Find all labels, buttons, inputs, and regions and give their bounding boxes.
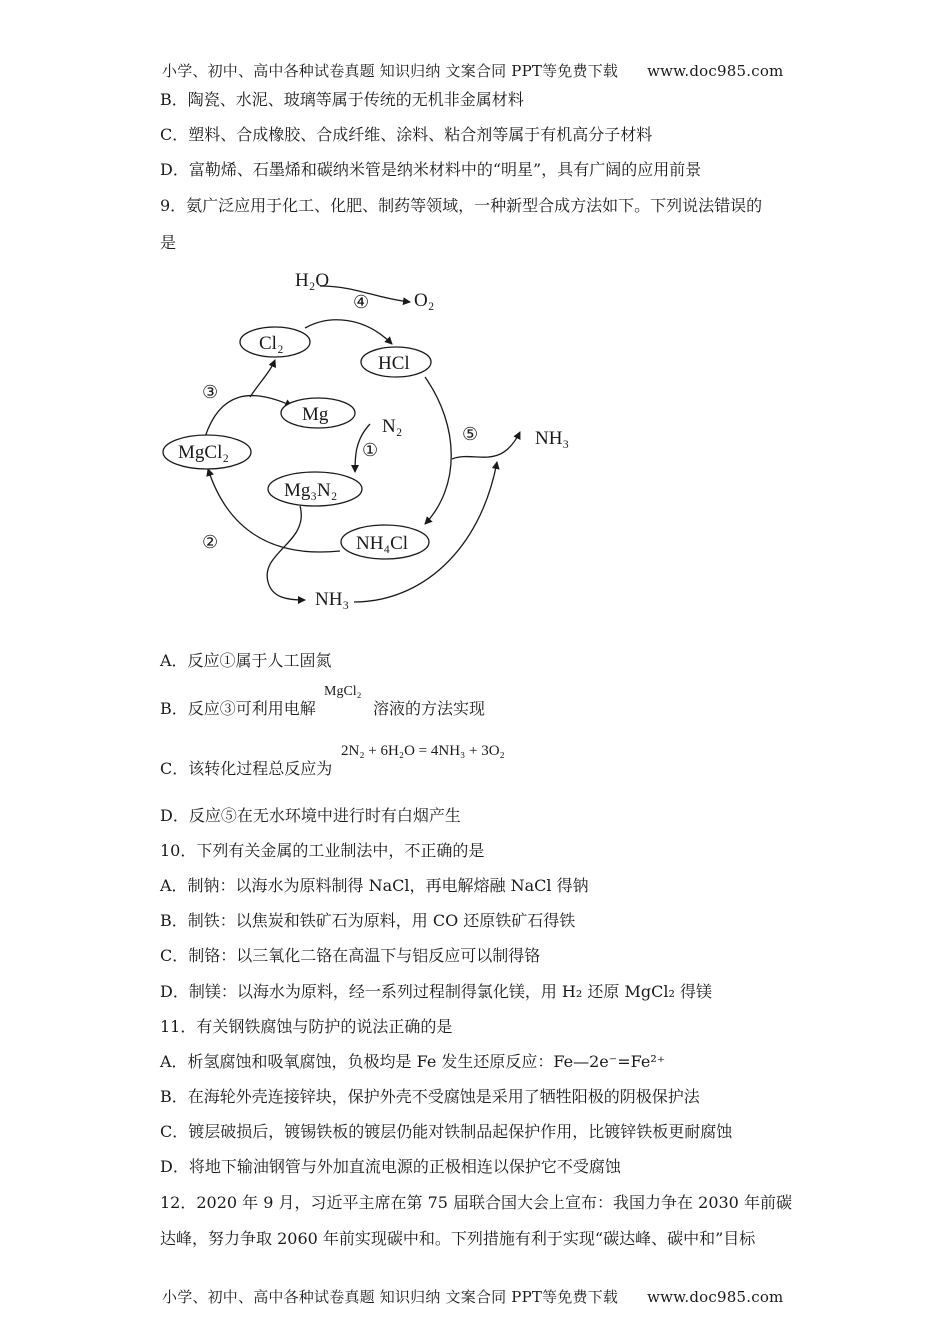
mg-label: Mg — [302, 404, 329, 425]
arrow-hcl-to-nh4cl — [425, 377, 451, 524]
q10-option-a: A．制钠：以海水为原料制得 NaCl，再电解熔融 NaCl 得钠 — [160, 876, 589, 895]
step-3-label: ③ — [202, 382, 219, 402]
header-url[interactable]: www.doc985.com — [647, 62, 784, 80]
q9-option-d: D．反应⑤在无水环境中进行时有白烟产生 — [160, 806, 461, 825]
step-4-label: ④ — [353, 292, 370, 312]
header-text: 小学、初中、高中各种试卷真题 知识归纳 文案合同 PPT等免费下载 — [162, 62, 619, 80]
q10-option-b: B．制铁：以焦炭和铁矿石为原料，用 CO 还原铁矿石得铁 — [160, 911, 576, 930]
footer-url[interactable]: www.doc985.com — [647, 1288, 784, 1306]
step-2-label: ② — [202, 532, 219, 552]
q10-stem: 10．下列有关金属的工业制法中，不正确的是 — [160, 841, 485, 860]
h2o-label: H₂O — [295, 270, 330, 291]
ammonia-synthesis-cycle-diagram — [160, 262, 600, 622]
arrow-mgcl2-to-cl2 — [250, 360, 275, 397]
q12-stem-line1: 12．2020 年 9 月，习近平主席在第 75 届联合国大会上宣布：我国力争在 2030 年前碳 — [160, 1193, 792, 1212]
n2-label: N₂ — [382, 416, 403, 437]
q9-option-c-formula: 2N₂ + 6H₂O = 4NH₃ + 3O₂ — [341, 743, 505, 759]
q11-option-c: C．镀层破损后，镀锡铁板的镀层仍能对铁制品起保护作用，比镀锌铁板更耐腐蚀 — [160, 1122, 733, 1141]
cl2-label: Cl₂ — [259, 333, 284, 354]
page-footer — [162, 1286, 783, 1307]
mg3n2-label: Mg₃N₂ — [284, 480, 338, 501]
q11-option-b: B．在海轮外壳连接锌块，保护外壳不受腐蚀是采用了牺牲阳极的阴极保护法 — [160, 1087, 700, 1106]
arrow-cl2-to-hcl — [305, 320, 392, 344]
page-header — [162, 60, 783, 81]
q11-option-d: D．将地下输油钢管与外加直流电源的正极相连以保护它不受腐蚀 — [160, 1157, 621, 1176]
q8-option-d: D．富勒烯、石墨烯和碳纳米管是纳米材料中的“明星”，具有广阔的应用前景 — [160, 160, 702, 179]
q9-option-b-suffix: 溶液的方法实现 — [373, 699, 486, 718]
nh3-bottom-label: NH₃ — [315, 589, 350, 610]
q9-option-b-prefix: B．反应③可利用电解 — [160, 699, 316, 718]
nh4cl-label: NH₄Cl — [356, 533, 409, 554]
q9-stem-line2: 是 — [160, 233, 177, 252]
q9-option-c-prefix: C．该转化过程总反应为 — [160, 759, 333, 778]
q9-stem-line1: 9．氨广泛应用于化工、化肥、制药等领域，一种新型合成方法如下。下列说法错误的 — [160, 196, 763, 215]
q11-stem: 11．有关钢铁腐蚀与防护的说法正确的是 — [160, 1017, 453, 1036]
step-5-label: ⑤ — [462, 424, 479, 444]
q8-option-c: C．塑料、合成橡胶、合成纤维、涂料、粘合剂等属于有机高分子材料 — [160, 125, 653, 144]
hcl-label: HCl — [378, 353, 410, 374]
mgcl2-label: MgCl₂ — [178, 442, 229, 463]
footer-text: 小学、初中、高中各种试卷真题 知识归纳 文案合同 PPT等免费下载 — [162, 1288, 619, 1306]
step-1-label: ① — [362, 440, 379, 460]
q8-option-b: B．陶瓷、水泥、玻璃等属于传统的无机非金属材料 — [160, 90, 524, 109]
q9-option-a: A．反应①属于人工固氮 — [160, 651, 332, 670]
nh3-right-label: NH₃ — [535, 428, 570, 449]
o2-label: O₂ — [414, 290, 435, 311]
q10-option-c: C．制铬：以三氧化二铬在高温下与铝反应可以制得铬 — [160, 946, 541, 965]
q12-stem-line2: 达峰，努力争取 2060 年前实现碳中和。下列措施有利于实现“碳达峰、碳中和”目标 — [160, 1229, 756, 1248]
arrow-mg3n2-to-nh3 — [267, 506, 305, 600]
q11-option-a: A．析氢腐蚀和吸氧腐蚀，负极均是 Fe 发生还原反应：Fe—2e⁻=Fe²⁺ — [160, 1052, 666, 1071]
q10-option-d: D．制镁：以海水为原料，经一系列过程制得氯化镁，用 H₂ 还原 MgCl₂ 得镁 — [160, 982, 712, 1001]
q9-option-b-formula: MgCl₂ — [324, 684, 362, 699]
